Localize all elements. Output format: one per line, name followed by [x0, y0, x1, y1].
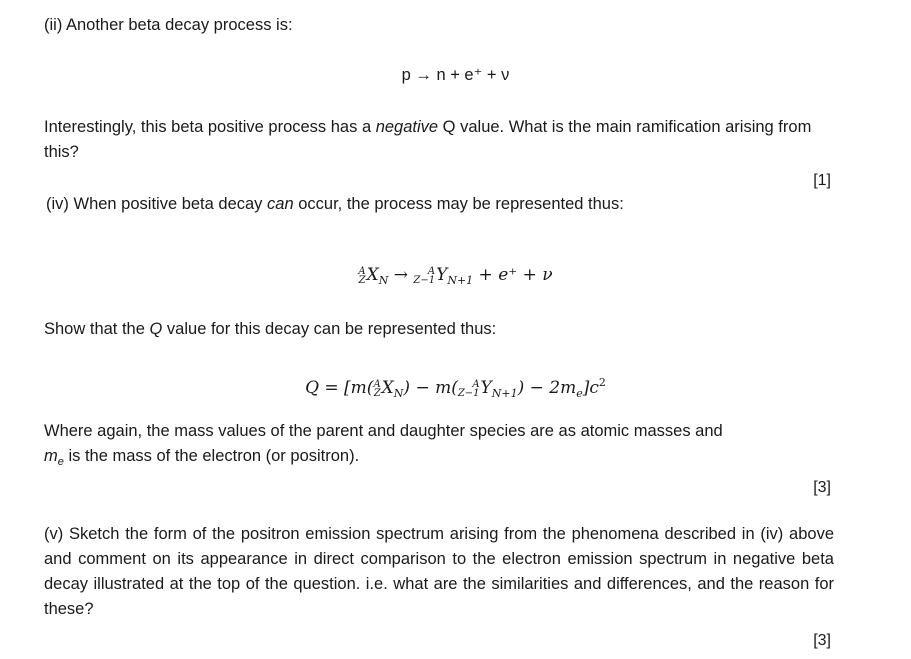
q-eq-daughter-prescript: A Z−1: [457, 378, 480, 399]
q-ii-text-emph: negative: [375, 118, 439, 136]
q-eq-e-sub: e: [576, 387, 583, 400]
q-eq-daughter-n: N+1: [491, 387, 518, 400]
me-subscript: e: [57, 456, 64, 468]
q-iv-show-emph: Q: [149, 320, 163, 338]
q-eq-parent-n: N: [393, 387, 404, 400]
q-iv-intro: [46, 192, 624, 217]
q-ii-equation: p → n + e⁺ + ν: [401, 66, 510, 84]
q-iv-intro-after: occur, the process may be represented thus:: [293, 195, 624, 213]
q-eq-end: ) − 2m: [517, 378, 577, 398]
q-iv-q-equation: [0, 370, 911, 406]
me-text: is the mass of the electron (or positron).: [63, 447, 360, 465]
q-ii-text-after: Q value. What is the main ramification arising from this?: [44, 118, 812, 161]
daughter-prescript: A Z−1: [413, 265, 436, 286]
q-eq-close: ]c: [582, 378, 599, 398]
q-iv-where: [44, 419, 834, 475]
q-ii-text-before: Interestingly, this beta positive process has a: [44, 118, 376, 136]
q-iv-marks: [3]: [813, 479, 831, 496]
q-iv-show-after: value for this decay can be represented thus:: [162, 320, 497, 338]
q-iv-decay-equation: [0, 263, 911, 293]
q-iv-intro-emph: can: [267, 195, 294, 213]
parent-prescript: A Z: [358, 265, 366, 286]
q-iv-intro-before: (iv) When positive beta decay: [46, 195, 268, 213]
q-ii-intro: (ii) Another beta decay process is:: [44, 16, 293, 34]
parent-neutron-number: N: [378, 274, 389, 287]
q-eq-daughter-symbol: Y: [480, 378, 492, 398]
q-ii-question: [44, 115, 834, 165]
q-eq-parent-prescript: A Z: [373, 378, 381, 399]
q-eq-lhs: Q = [m(: [305, 378, 374, 398]
q-iv-where-text: Where again, the mass values of the parent and daughter species are as atomic masses and: [44, 422, 723, 440]
q-v-text: (v) Sketch the form of the positron emission spectrum arising from the phenomena described in (iv) above and comment on its appearance in direct comparison to the electron emission spectrum in negative beta decay illustrated at the top of the question. i.e. what are the similarities and differences, and the reason for these?: [44, 525, 834, 618]
decay-arrow: →: [393, 265, 408, 285]
q-ii-marks: [1]: [813, 172, 831, 189]
q-eq-mid: ) − m(: [403, 378, 458, 398]
q-iv-show: [44, 317, 834, 342]
q-iv-show-before: Show that the: [44, 320, 150, 338]
q-eq-parent-symbol: X: [381, 378, 394, 398]
q-v-marks: [3]: [813, 632, 831, 649]
me-symbol: m: [44, 447, 58, 465]
decay-products: + e⁺ + ν: [473, 265, 553, 285]
q-eq-c-sup: 2: [598, 376, 606, 389]
parent-symbol: X: [366, 265, 379, 285]
daughter-symbol: Y: [436, 265, 448, 285]
daughter-neutron-number: N+1: [447, 274, 474, 287]
